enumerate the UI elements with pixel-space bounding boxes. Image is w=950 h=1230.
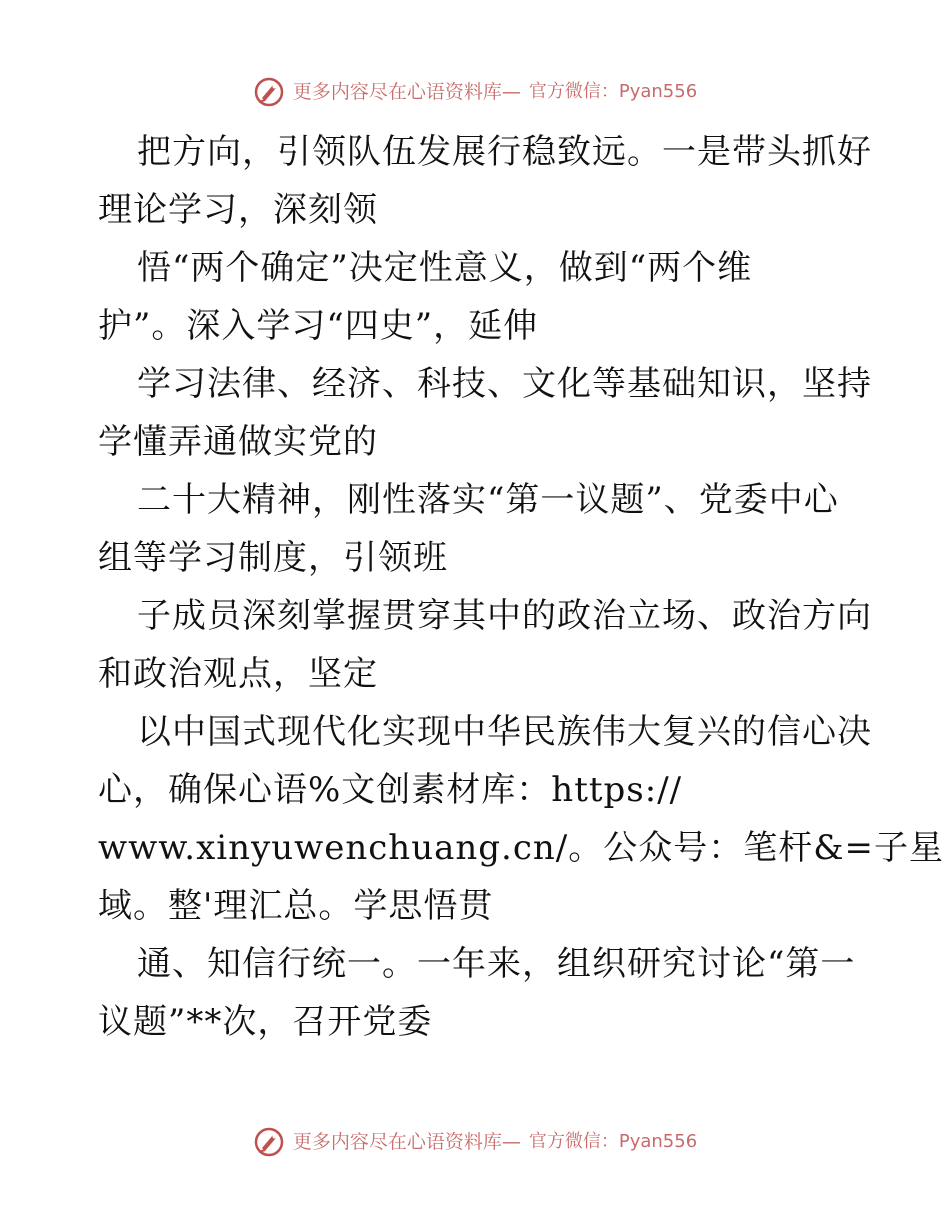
paragraph <box>98 239 858 355</box>
document-body <box>98 123 944 1051</box>
paragraph-continuation: 理论学习，深刻领 <box>98 190 378 230</box>
paragraph-first-line: 通、知信行统一。一年来，组织研究讨论“第一 <box>137 944 856 984</box>
paragraph-continuation: 和政治观点，坚定 <box>98 654 378 694</box>
paragraph-continuation: www.xinyuwenchuang.cn/。公众号：笔杆&=子星 <box>98 828 944 868</box>
header-watermark <box>0 76 950 108</box>
paragraph <box>98 819 944 877</box>
watermark-suffix: 官方微信：Pyan556 <box>528 1131 698 1152</box>
footer-watermark <box>0 1126 950 1158</box>
paragraph-first-line: 把方向，引领队伍发展行稳致远。一是带头抓好 <box>137 132 872 172</box>
paragraph-first-line: 以中国式现代化实现中华民族伟大复兴的信心决 <box>137 712 872 752</box>
paragraph-continuation: 议题”**次，召开党委 <box>98 1002 433 1042</box>
pen-nib-seal-icon <box>253 1126 285 1158</box>
paragraph-continuation: 护”。深入学习“四史”，延伸 <box>98 306 539 346</box>
watermark-text: 更多内容尽在心语资料库— <box>292 81 521 103</box>
paragraph <box>98 587 872 703</box>
paragraph <box>98 935 858 1051</box>
paragraph-continuation: 心，确保心语%文创素材库：https:// <box>98 770 683 810</box>
paragraph-first-line: 学习法律、经济、科技、文化等基础知识，坚持 <box>137 364 872 404</box>
paragraph-continuation: 域。整'理汇总。学思悟贯 <box>98 886 494 926</box>
paragraph <box>98 471 858 587</box>
watermark-text: 更多内容尽在心语资料库— <box>292 1131 521 1153</box>
paragraph-first-line: 二十大精神，刚性落实“第一议题”、党委中心 <box>137 480 839 520</box>
paragraph-first-line: 悟“两个确定”决定性意义，做到“两个维 <box>137 248 753 288</box>
paragraph-continuation: 组等学习制度，引领班 <box>98 538 448 578</box>
paragraph-first-line: 子成员深刻掌握贯穿其中的政治立场、政治方向 <box>137 596 872 636</box>
paragraph <box>98 355 872 471</box>
paragraph <box>98 123 872 239</box>
paragraph <box>98 703 872 819</box>
watermark-suffix: 官方微信：Pyan556 <box>528 81 698 102</box>
pen-nib-seal-icon <box>253 76 285 108</box>
paragraph-continuation: 学懂弄通做实党的 <box>98 422 378 462</box>
paragraph <box>98 877 858 935</box>
